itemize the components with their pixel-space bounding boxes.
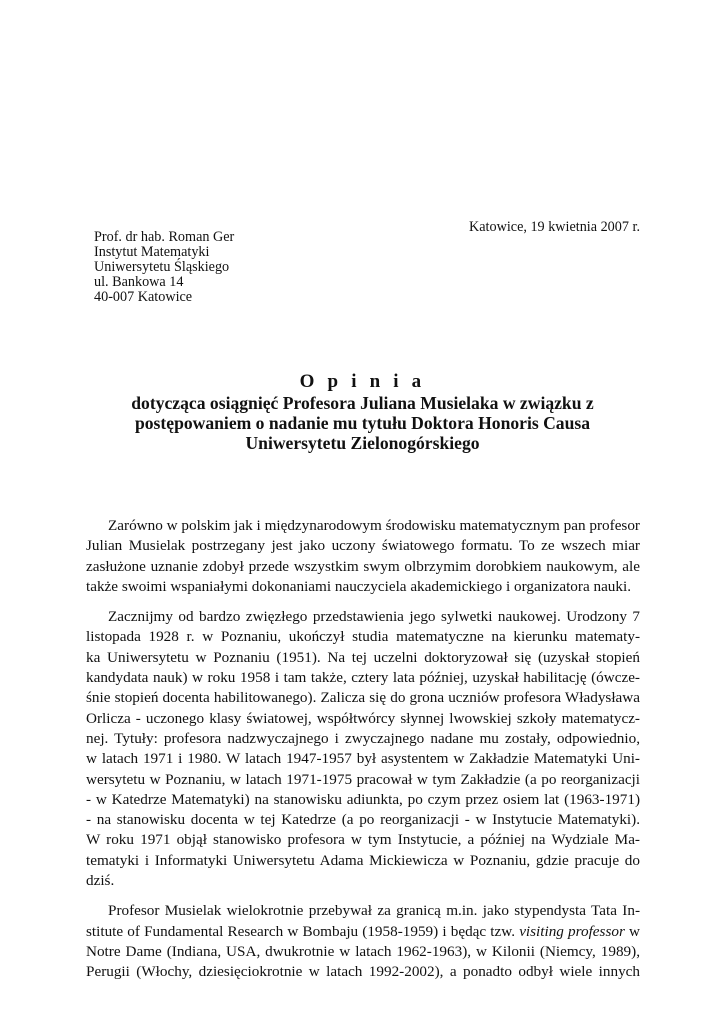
text-line: - w Katedrze Matematyki) na stanowisku adiunkta, po czym przez osiem lat (1963-1971) bbox=[86, 790, 640, 808]
text-line: tematyki i Informatyki Uniwersytetu Adama Mickiewicza w Poznaniu, gdzie pracuje do bbox=[86, 851, 640, 869]
sender-university: Uniwersytetu Śląskiego bbox=[94, 259, 230, 275]
sender-name: Prof. dr hab. Roman Ger bbox=[94, 229, 235, 245]
text-line: śnie stopień docenta habilitowanego). Zalicza się do grona uczniów profesora Władysława bbox=[86, 689, 640, 707]
paragraph-1 bbox=[86, 516, 640, 597]
paragraph-2 bbox=[86, 607, 640, 891]
text-line: - na stanowisku docenta w tej Katedrze (a po reorganizacji - w Instytucie Matematyki). bbox=[86, 811, 640, 829]
sender-institute: Instytut Matematyki bbox=[94, 244, 210, 260]
text-segment: w bbox=[629, 922, 640, 940]
text-line: listopada 1928 r. w Poznaniu, ukończył studia matematyczne na kierunku matematy- bbox=[86, 628, 640, 646]
text-segment: stitute of Fundamental Research w Bombaju (1958-1959) i będąc tzw. bbox=[86, 922, 516, 940]
text-line: Julian Musielak postrzegany jest jako uczony światowego formatu. To ze wszech miar bbox=[86, 537, 640, 555]
text-line: nej. Tytuły: profesora nadzwyczajnego i zwyczajnego nadane mu zostały, odpowiednio, bbox=[86, 729, 640, 747]
text-line: Orlicza - uczonego klasy światowej, współtwórcy słynnej lwowskiej szkoły matematycz- bbox=[86, 709, 640, 727]
text-line: zasłużone uznanie zdobył przede wszystkim swym olbrzymim dorobkiem naukowym, ale bbox=[86, 557, 640, 575]
text-line: Perugii (Włochy, dziesięciokrotnie w latach 1992-2002), a ponadto odbył wiele innych bbox=[86, 963, 640, 981]
title-line-3: Uniwersytetu Zielonogórskiego bbox=[245, 433, 480, 453]
title-main: O p i n i a bbox=[299, 371, 426, 392]
sender-city: 40-007 Katowice bbox=[94, 289, 193, 305]
text-emphasis: visiting professor bbox=[519, 922, 625, 940]
sender-street: ul. Bankowa 14 bbox=[94, 274, 184, 290]
text-line: Zarówno w polskim jak i międzynarodowym środowisku matematycznym pan profesor bbox=[108, 517, 640, 534]
text-line: Zacznijmy od bardzo zwięzłego przedstawienia jego sylwetki naukowej. Urodzony 7 bbox=[108, 608, 640, 626]
text-line: także swoimi wspaniałymi dokonaniami nauczyciela akademickiego i organizatora nauki. bbox=[86, 577, 632, 595]
paragraph-3 bbox=[86, 901, 640, 982]
text-line: dziś. bbox=[86, 872, 115, 890]
text-line bbox=[86, 922, 640, 942]
title-line-2: postępowaniem o nadanie mu tytułu Doktora Honoris Causa bbox=[134, 413, 591, 433]
sender-address bbox=[94, 230, 394, 305]
text-line: ka Uniwersytetu w Poznaniu (1951). Na tej uczelni doktoryzował się (uzyskał stopień bbox=[86, 648, 640, 666]
letter-date: Katowice, 19 kwietnia 2007 r. bbox=[469, 219, 640, 235]
title-line-1: dotycząca osiągnięć Profesora Juliana Musielaka w związku z bbox=[131, 393, 594, 413]
document-title bbox=[60, 371, 665, 453]
text-line: Profesor Musielak wielokrotnie przebywał za granicą m.in. jako stypendysta Tata In- bbox=[108, 902, 640, 920]
text-line: w latach 1971 i 1980. W latach 1947-1957 był asystentem w Zakładzie Matematyki Uni- bbox=[86, 750, 640, 768]
text-line: Notre Dame (Indiana, USA, dwukrotnie w latach 1962-1963), w Kilonii (Niemcy, 1989), bbox=[86, 942, 640, 960]
text-line: wersytetu w Poznaniu, w latach 1971-1975 pracował w tym Zakładzie (a po reorganizacji bbox=[86, 770, 640, 788]
text-line: W roku 1971 objął stanowisko profesora w tym Instytucie, a później na Wydziale Ma- bbox=[86, 831, 640, 849]
text-line: kandydata nauk) w roku 1958 i tam także, cztery lata później, uzyskał habilitację (ówcze- bbox=[86, 669, 640, 687]
letter-body bbox=[86, 516, 640, 993]
